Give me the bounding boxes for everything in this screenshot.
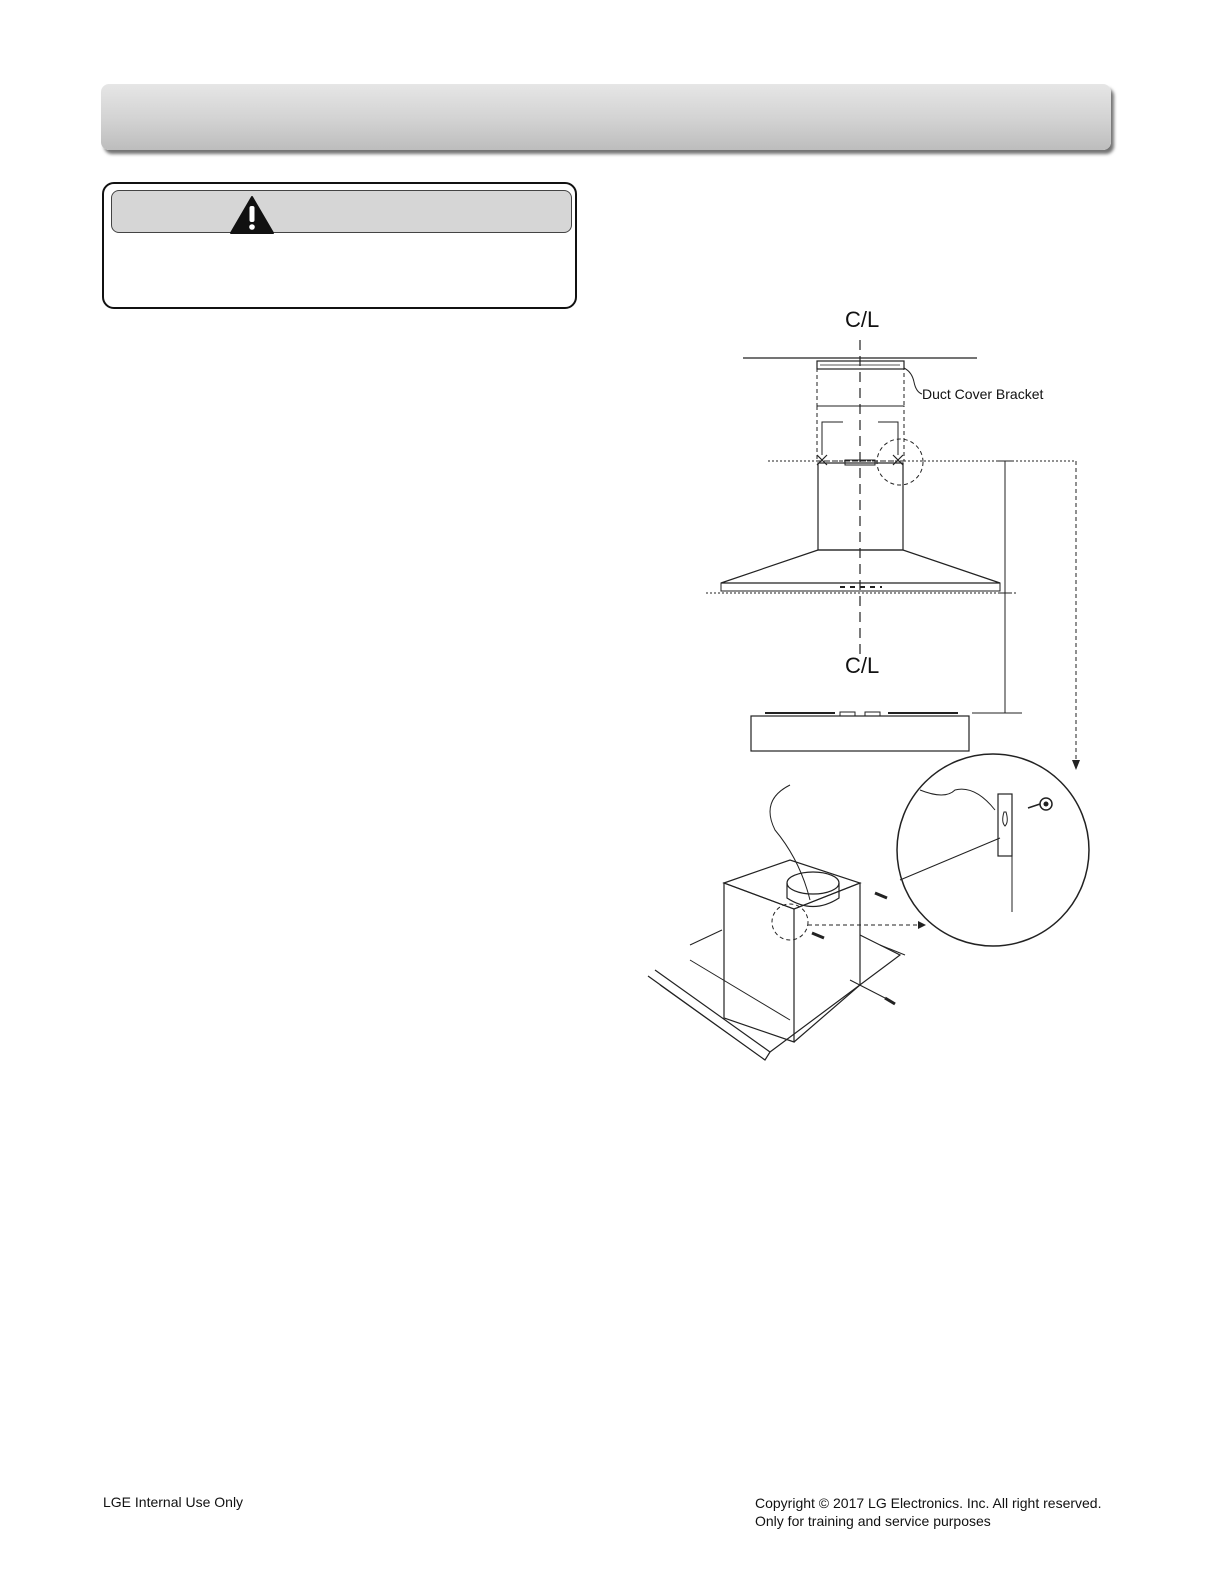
label-centerline-top: C/L xyxy=(845,307,880,332)
label-duct-cover-bracket: Duct Cover Bracket xyxy=(922,386,1044,402)
footer-internal-use: LGE Internal Use Only xyxy=(103,1494,244,1510)
label-centerline-bottom: C/L xyxy=(845,653,880,678)
footer-copyright xyxy=(755,1494,1101,1530)
footer-copyright-line2: Only for training and service purposes xyxy=(755,1513,991,1529)
footer-copyright-line1: Copyright © 2017 LG Electronics. Inc. All right reserved. xyxy=(755,1495,1102,1511)
